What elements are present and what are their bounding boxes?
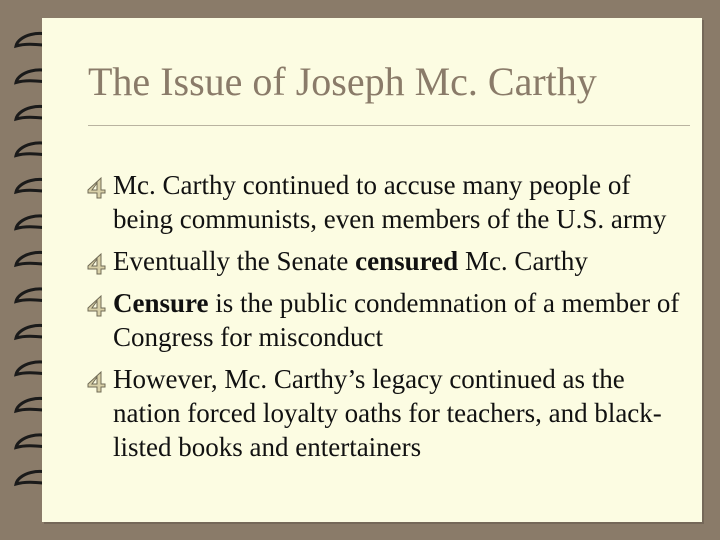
bullet-text-bold: Censure xyxy=(113,288,209,318)
title-divider xyxy=(88,125,690,126)
bullet-text: is the public condemnation of a member of Congress for misconduct xyxy=(113,288,680,352)
bullet-item xyxy=(84,362,684,464)
bullet-item xyxy=(84,286,684,354)
bullet-text-bold: censured xyxy=(355,246,459,276)
bullet-text: Mc. Carthy continued to accuse many people of being communists, even members of the U.S. army xyxy=(113,170,667,234)
bullet-item xyxy=(84,168,684,236)
notebook-page xyxy=(42,18,702,522)
digit-4-bullet-icon xyxy=(84,251,110,277)
bullet-text: Mc. Carthy xyxy=(458,246,588,276)
bullet-text: However, Mc. Carthy’s legacy continued as the nation forced loyalty oaths for teachers, and black-listed books and entertainers xyxy=(113,364,662,462)
bullet-text: Eventually the Senate xyxy=(113,246,356,276)
digit-4-bullet-icon xyxy=(84,369,110,395)
slide-title: The Issue of Joseph Mc. Carthy xyxy=(88,59,597,104)
bullet-list xyxy=(84,168,684,472)
digit-4-bullet-icon xyxy=(84,175,110,201)
bullet-item xyxy=(84,244,684,278)
digit-4-bullet-icon xyxy=(84,293,110,319)
